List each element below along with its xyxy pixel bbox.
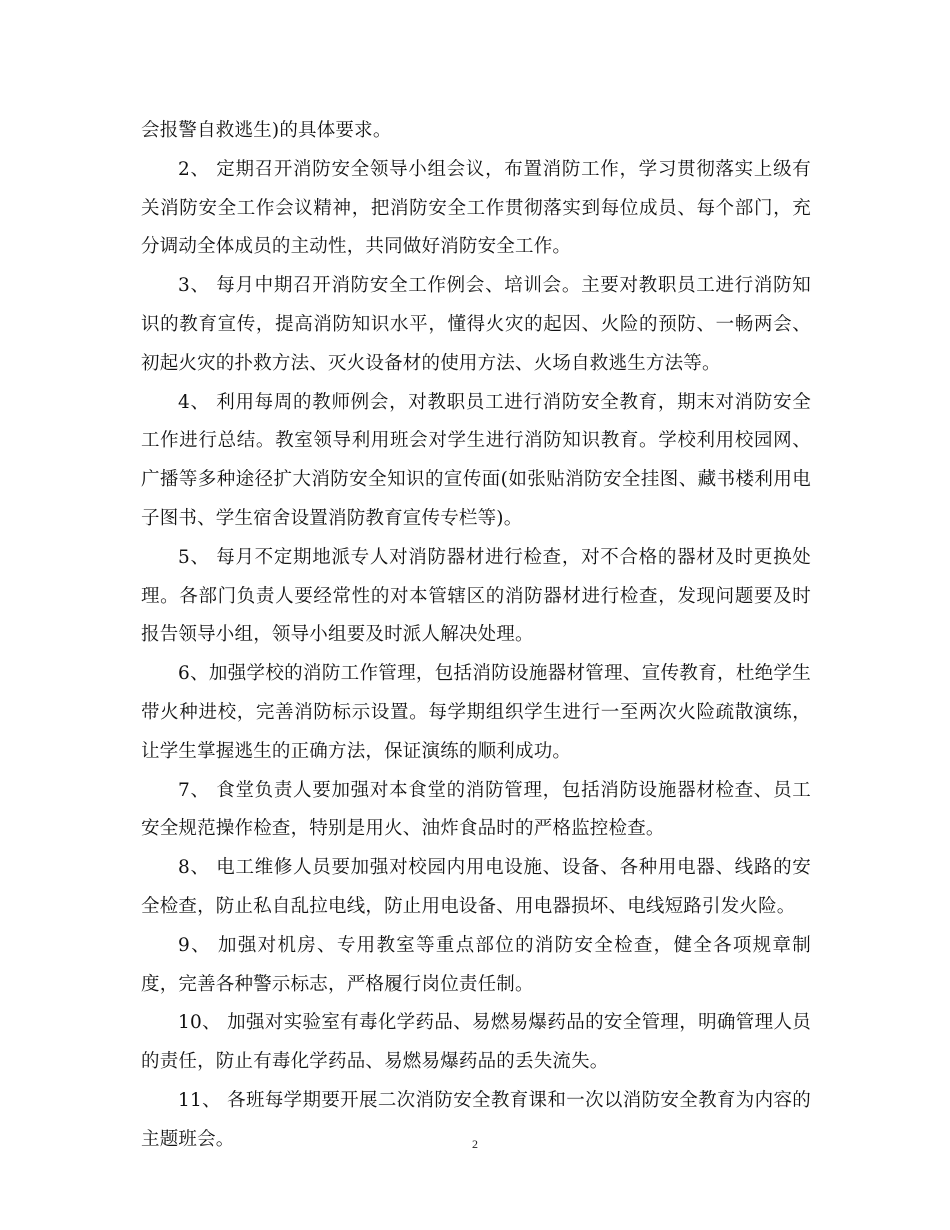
page-number: 2 <box>472 1137 478 1151</box>
paragraph-item-8: 8、 电工维修人员要加强对校园内用电设施、设备、各种用电器、线路的安全检查，防止私自乱拉电线，防止用电设备、用电器损坏、电线短路引发火险。 <box>141 857 811 917</box>
document-body <box>141 112 811 1160</box>
paragraph-item-11: 11、 各班每学期要开展二次消防安全教育课和一次以消防安全教育为内容的主题班会。 <box>141 1089 811 1150</box>
paragraph-continuation: 会报警自救逃生)的具体要求。 <box>141 120 392 141</box>
paragraph-item-9: 9、 加强对机房、专用教室等重点部位的消防安全检查，健全各项规章制度，完善各种警示标志，严格履行岗位责任制。 <box>141 934 811 995</box>
paragraph-item-2: 2、 定期召开消防安全领导小组会议，布置消防工作，学习贯彻落实上级有关消防安全工作会议精神，把消防安全工作贯彻落实到每位成员、每个部门，充分调动全体成员的主动性，共同做好消防安全工作。 <box>141 158 811 258</box>
paragraph-item-5: 5、 每月不定期地派专人对消防器材进行检查，对不合格的器材及时更换处理。各部门负责人要经常性的对本管辖区的消防器材进行检查，发现问题要及时报告领导小组，领导小组要及时派人解决处理。 <box>141 546 811 646</box>
paragraph-item-6: 6、加强学校的消防工作管理，包括消防设施器材管理、宣传教育，杜绝学生带火种进校，完善消防标示设置。每学期组织学生进行一至两次火险疏散演练，让学生掌握逃生的正确方法，保证演练的顺利成功。 <box>141 663 811 762</box>
paragraph-item-4: 4、 利用每周的教师例会，对教职员工进行消防安全教育，期末对消防安全工作进行总结。教室领导利用班会对学生进行消防知识教育。学校利用校园网、广播等多种途径扩大消防安全知识的宣传面(如张贴消防安全挂图、藏书楼利用电子图书、学生宿舍设置消防教育宣传专栏等)。 <box>141 391 811 529</box>
paragraph-item-10: 10、 加强对实验室有毒化学药品、易燃易爆药品的安全管理，明确管理人员的责任，防止有毒化学药品、易燃易爆药品的丢失流失。 <box>141 1012 811 1073</box>
paragraph-item-3: 3、 每月中期召开消防安全工作例会、培训会。主要对教职员工进行消防知识的教育宣传，提高消防知识水平，懂得火灾的起因、火险的预防、一畅两会、初起火灾的扑救方法、灭火设备材的使用方法、火场自救逃生方法等。 <box>141 275 811 374</box>
paragraph-item-7: 7、 食堂负责人要加强对本食堂的消防管理，包括消防设施器材检查、员工安全规范操作检查，特别是用火、油炸食品时的严格监控检查。 <box>141 779 811 840</box>
